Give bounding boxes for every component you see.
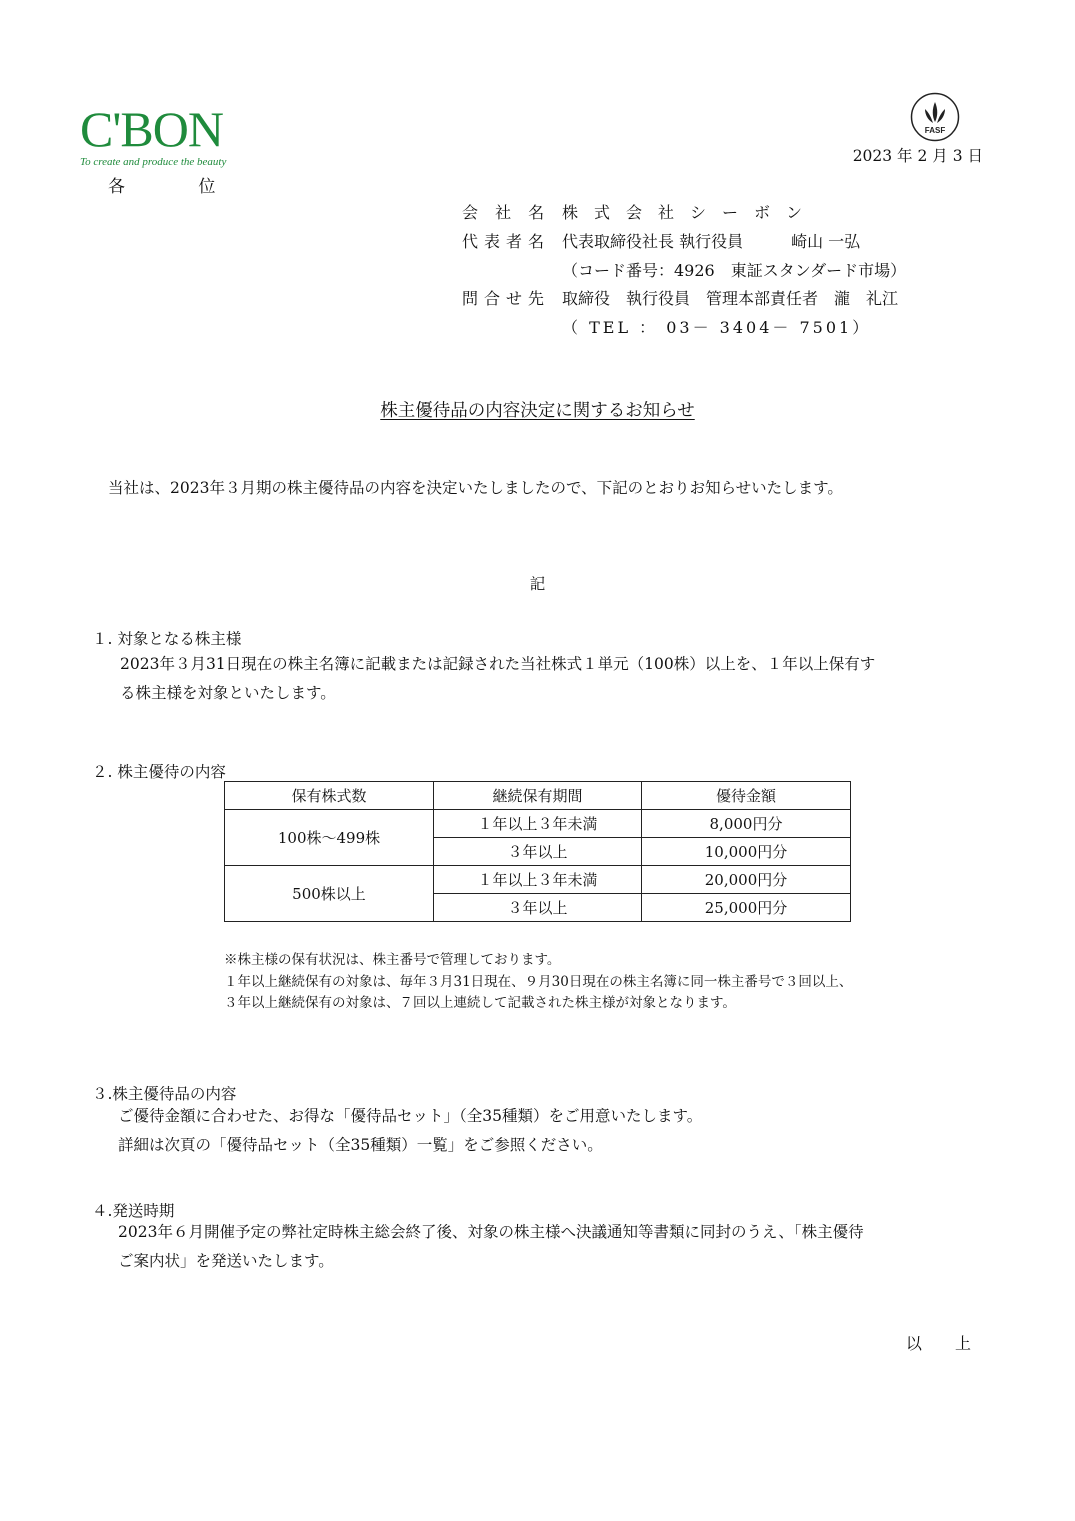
- table-note-2: １年以上継続保有の対象は、毎年３月31日現在、９月30日現在の株主名簿に同一株主番号で３回以上、: [224, 974, 853, 990]
- closing-mark: 以 上: [905, 1334, 985, 1353]
- contact-tel: （ TEL ： 03－ 3404－ 7501）: [562, 318, 872, 337]
- period-cell: ３年以上: [434, 838, 642, 866]
- recipient: 各 位: [108, 177, 250, 197]
- section-1-heading: １. 対象となる株主様: [92, 630, 242, 648]
- section-3-line-1: ご優待金額に合わせた、お得な「優待品セット」（全35種類）をご用意いたします。: [118, 1107, 703, 1125]
- section-4-line-2: ご案内状」を発送いたします。: [118, 1252, 334, 1270]
- table-row: [225, 810, 851, 838]
- table-note-1: ※株主様の保有状況は、株主番号で管理しております。: [224, 952, 561, 968]
- ki-marker: 記: [529, 575, 546, 593]
- stock-code-note: （コード番号：4926 東証スタンダード市場）: [562, 261, 907, 280]
- table-header-row: [225, 782, 851, 810]
- table-header-cell: 優待金額: [642, 782, 851, 810]
- table-row: [225, 866, 851, 894]
- company-logo: [80, 101, 227, 168]
- amount-cell: 10,000円分: [642, 838, 851, 866]
- section-4-heading: ４.発送時期: [92, 1202, 175, 1220]
- amount-cell: 8,000円分: [642, 810, 851, 838]
- seal-label: FASF: [924, 126, 946, 135]
- document-title: 株主優待品の内容決定に関するお知らせ: [380, 401, 695, 421]
- section-4-line-1: 2023年６月開催予定の弊社定時株主総会終了後、対象の株主様へ決議通知等書類に同封のうえ、「株主優待: [118, 1223, 864, 1241]
- section-1-line-2: る株主様を対象といたします。: [120, 684, 336, 702]
- shares-cell: 100株～499株: [225, 810, 434, 866]
- table-note-3: ３年以上継続保有の対象は、７回以上連続して記載された株主様が対象となります。: [224, 995, 736, 1011]
- section-1-line-1: 2023年３月31日現在の株主名簿に記載または記録された当社株式１単元（100株）以上を、１年以上保有す: [120, 655, 876, 673]
- logo-wordmark: C'BON: [80, 101, 223, 157]
- section-3-line-2: 詳細は次頁の「優待品セット（全35種類）一覧」をご参照ください。: [118, 1136, 603, 1154]
- section-4-body: [118, 1218, 864, 1276]
- logo-tagline: To create and produce the beauty: [80, 156, 227, 168]
- company-name-label: 会 社 名: [462, 203, 551, 222]
- period-cell: ３年以上: [434, 894, 642, 922]
- document-date: 2023 年 2 月 3 日: [852, 147, 983, 165]
- section-2-heading: ２. 株主優待の内容: [92, 763, 226, 781]
- shares-cell: 500株以上: [225, 866, 434, 922]
- section-3-body: [118, 1102, 702, 1160]
- intro-paragraph: 当社は、2023年３月期の株主優待品の内容を決定いたしましたので、下記のとおりお知らせいたします。: [108, 479, 843, 497]
- section-3-heading: ３.株主優待品の内容: [92, 1085, 237, 1103]
- company-name-row: [462, 200, 802, 223]
- representative-label: 代表者名: [462, 232, 551, 251]
- contact-label: 問合せ先: [462, 289, 551, 308]
- amount-cell: 25,000円分: [642, 894, 851, 922]
- representative-row: [462, 229, 860, 252]
- section-1-body: [120, 650, 875, 708]
- company-name-value: 株 式 会 社 シ ー ボ ン: [562, 203, 803, 222]
- period-cell: １年以上３年未満: [434, 866, 642, 894]
- contact-value: 取締役 執行役員 管理本部責任者 瀧 礼江: [562, 289, 899, 308]
- fasf-seal-icon: [910, 92, 960, 142]
- amount-cell: 20,000円分: [642, 866, 851, 894]
- table-header-cell: 継続保有期間: [434, 782, 642, 810]
- table-header-cell: 保有株式数: [225, 782, 434, 810]
- contact-row: [462, 286, 898, 309]
- benefit-table: [224, 781, 851, 922]
- period-cell: １年以上３年未満: [434, 810, 642, 838]
- representative-value: 代表取締役社長 執行役員 崎山 一弘: [562, 232, 861, 251]
